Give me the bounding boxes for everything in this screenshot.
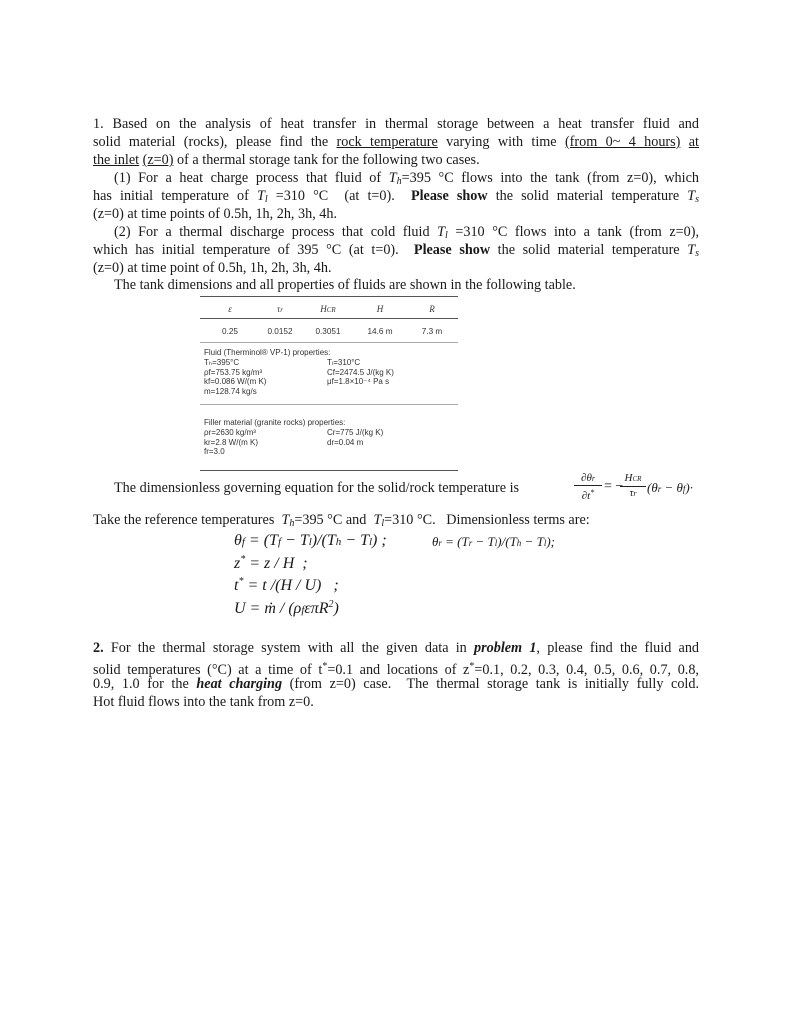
fluid-th: Tₕ=395°C [204,358,240,367]
value-epsilon: 0.25 [222,327,238,336]
governing-lhs-fraction: $\frac{\partial\theta r}{\partial t^*}$ [574,472,602,503]
filler-f: fr=3.0 [204,447,225,457]
problem1-line-3: the inlet (z=0) of a thermal storage tank for the following two cases. [93,152,480,168]
problem2-line-3: 0.9, 1.0 for the heat charging (from z=0) case. The thermal storage tank is initially fully cold. [93,676,699,692]
equals-sign: = − [604,479,624,494]
table-mid-rule [200,318,458,319]
filler-properties-left [204,428,258,457]
filler-k: kr=2.8 W/(m K) [204,437,259,447]
governing-rhs-fraction: HCR τr [620,472,646,500]
table-rule-2 [200,342,458,343]
governing-rhs-term: (θr − θf)· [647,480,694,495]
header-tau-r: τr [277,304,283,314]
case2-line-2: which has initial temperature of 395 °C (at t=0). Please show the solid material temperature $T_s$ [93,242,699,259]
header-epsilon: ε [228,304,232,314]
value-h: 14.6 m [367,327,393,336]
fluid-properties-right [327,358,394,387]
value-tau-r: 0.0152 [267,327,293,336]
fluid-properties-title: Fluid (Therminol® VP-1) properties: [204,348,331,357]
equation-u: U = ṁ / (ρfεπR$^2$) [234,599,339,617]
fluid-properties-left [204,358,266,396]
case1-line-1: (1) For a heat charge process that fluid of $T_h=395$ °C flows into the tank (from z=0), which [114,170,699,187]
filler-properties-right [327,428,383,447]
header-hcr: HCR [320,304,336,314]
case2-line-1: (2) For a thermal discharge process that cold fluid $T_l =310$ °C flows into a tank (from z=0), [114,224,699,241]
problem2-line-2: solid temperatures (°C) at a time of t*=0.1 and locations of z*=0.1, 0.2, 0.3, 0.4, 0.5, 0.6, 0.7, 0.8, [93,661,699,678]
equation-theta-f: θf = (Tf − Tl)/(Th − Tl) ; [234,532,387,549]
problem2-line-1: 2. For the thermal storage system with all the given data in problem 1, please find the fluid and [93,640,700,656]
table-bottom-rule [200,470,458,471]
fluid-mu: μf=1.8×10⁻⁴ Pa s [327,377,390,387]
value-r: 7.3 m [421,327,443,336]
reference-text: Take the reference temperatures $T_h=395$ °C and $T_l=310$ °C. Dimensionless terms are: [93,512,590,529]
fluid-cf: Cf=2474.5 J/(kg K) [327,367,394,377]
table-intro: The tank dimensions and all properties of fluids are shown in the following table. [114,277,576,293]
fluid-mdot: m=128.74 kg/s [204,386,257,396]
fluid-k: kf=0.086 W/(m K) [204,377,267,387]
governing-text: The dimensionless governing equation for the solid/rock temperature is [114,480,520,496]
filler-properties-title: Filler material (granite rocks) properties: [204,418,346,427]
case1-line-2: has initial temperature of $T_l =310$ °C (at t=0). Please show the solid material temperature $T_s$ [93,188,699,205]
equation-t-star: t* = t /(H / U) ; [234,576,339,594]
value-hcr: 0.3051 [315,327,341,336]
table-rule-3 [200,404,458,405]
problem1-line-1: 1. Based on the analysis of heat transfer in thermal storage between a heat transfer fluid and [93,116,699,132]
equation-theta-r: θr = (Tr − Tl)/(Th − Tl); [432,534,555,549]
filler-c: Cr=775 J/(kg K) [327,428,384,437]
header-h: H [376,304,384,314]
filler-rho: ρr=2630 kg/m³ [204,428,256,437]
case2-line-3: (z=0) at time point of 0.5h, 1h, 2h, 3h, 4h. [93,260,332,276]
case1-line-3: (z=0) at time points of 0.5h, 1h, 2h, 3h, 4h. [93,206,338,222]
fluid-rho: ρf=753.75 kg/m³ [204,367,263,377]
equation-z-star: z* = z / H ; [234,554,308,572]
filler-d: dr=0.04 m [327,437,364,447]
header-r: R [429,304,435,314]
fluid-tl: Tₗ=310°C [327,358,361,367]
table-top-rule [200,296,458,297]
problem1-line-2: solid material (rocks), please find the rock temperature varying with time (from 0~ 4 hours) at [93,134,699,150]
problem2-line-4: Hot fluid flows into the tank from z=0. [93,694,314,710]
